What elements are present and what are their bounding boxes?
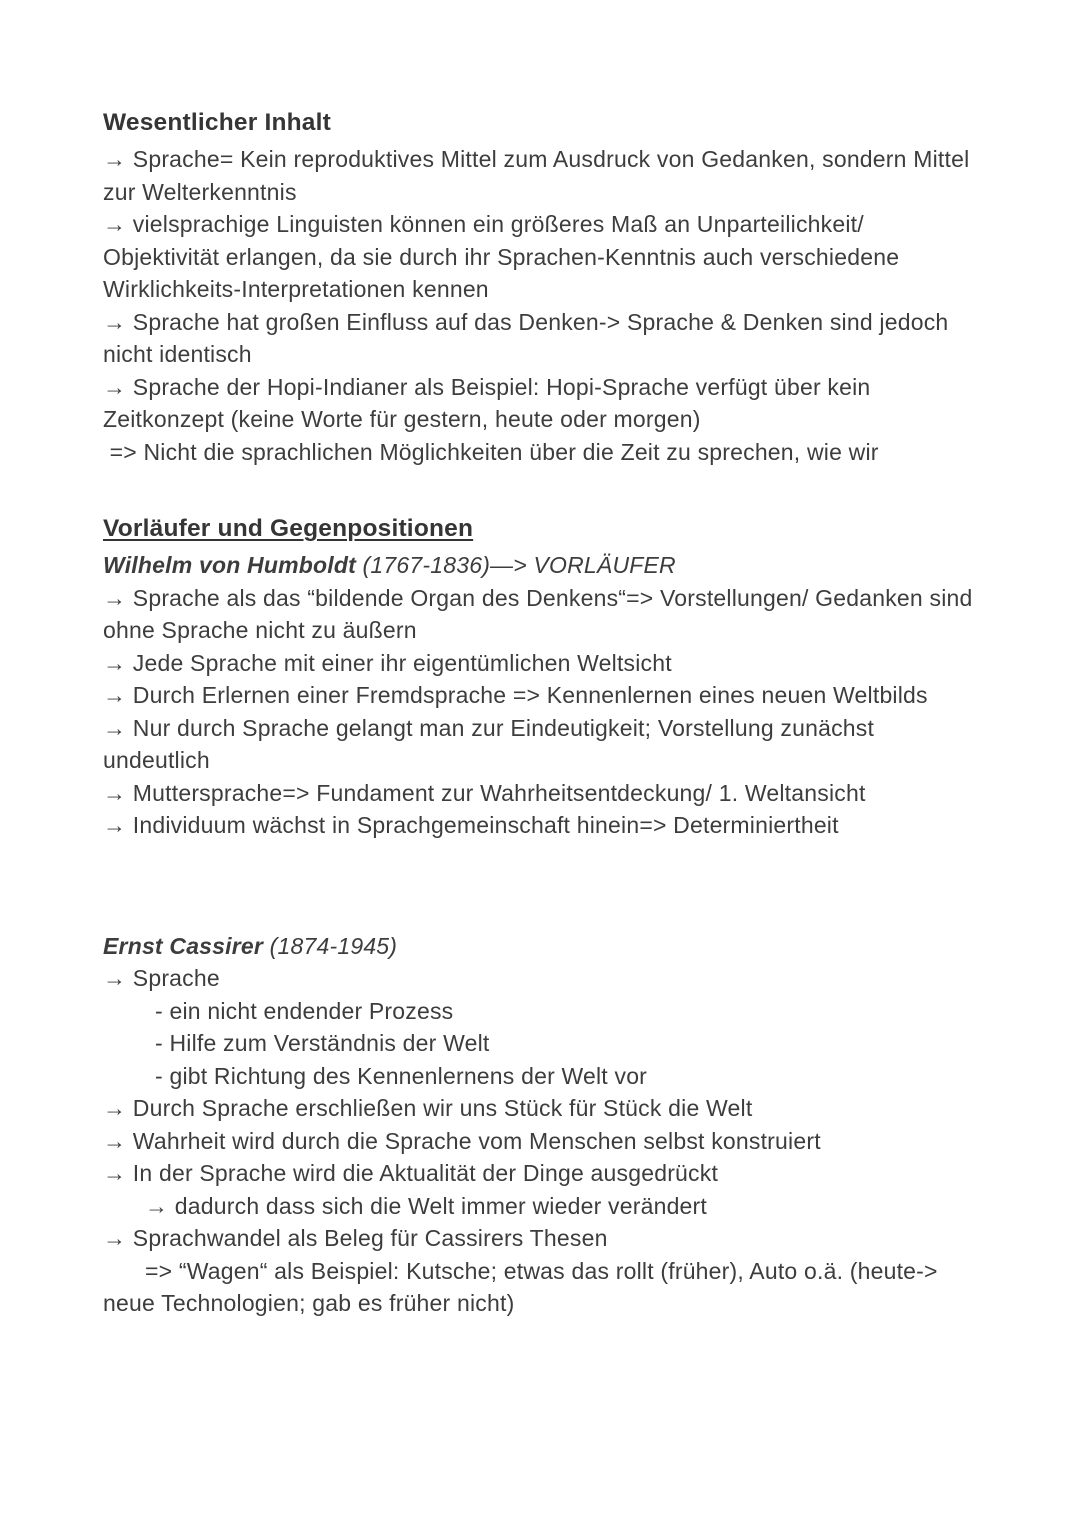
list-item: → Sprache der Hopi-Indianer als Beispiel: Hopi-Sprache verfügt über kein Zeitkonzept (keine Worte für gestern, heute oder morgen) <box>103 373 877 432</box>
list-item: → Sprache <box>103 965 220 991</box>
list-item: → Nur durch Sprache gelangt man zur Eindeutigkeit; Vorstellung zunächst undeutlich <box>103 714 881 773</box>
list-item: → Muttersprache=> Fundament zur Wahrheitsentdeckung/ 1. Weltansicht <box>103 779 866 806</box>
list-item: → vielsprachige Linguisten können ein größeres Maß an Unparteilichkeit/ Objektivität erlangen, da sie durch ihr Sprachen-Kenntnis auch verschiedene Wirklichkeits-Interpretationen kennen <box>103 211 906 302</box>
person-heading <box>103 930 980 963</box>
section-heading: Wesentlicher Inhalt <box>103 109 331 136</box>
list-subitem: - gibt Richtung des Kennenlernens der Welt vor <box>155 1062 648 1089</box>
person-name: Wilhelm von Humboldt <box>103 552 356 578</box>
list-item: → Durch Erlernen einer Fremdsprache => Kennenlernen eines neuen Weltbilds <box>103 682 928 708</box>
list-item: → Wahrheit wird durch die Sprache vom Menschen selbst konstruiert <box>103 1127 821 1154</box>
list-item: → In der Sprache wird die Aktualität der Dinge ausgedrückt <box>103 1160 719 1186</box>
section-ernst-cassirer <box>103 930 980 1320</box>
list-item: → Sprache hat großen Einfluss auf das Denken-> Sprache & Denken sind jedoch nicht identisch <box>103 308 955 367</box>
list-subitem: → dadurch dass sich die Welt immer wieder verändert <box>145 1192 707 1219</box>
section-wesentlicher-inhalt <box>103 106 980 468</box>
list-item: → Sprache= Kein reproduktives Mittel zum Ausdruck von Gedanken, sondern Mittel zur Welterkenntnis <box>103 146 976 205</box>
person-dates: (1874-1945) <box>263 932 398 959</box>
list-subitem: => “Wagen“ als Beispiel: Kutsche; etwas das rollt (früher), Auto o.ä. (heute-> neue Technologien; gab es früher nicht) <box>103 1257 945 1316</box>
section-heading: Vorläufer und Gegenpositionen <box>103 515 474 542</box>
list-item: → Sprache als das “bildende Organ des Denkens“=> Vorstellungen/ Gedanken sind ohne Sprache nicht zu äußern <box>103 584 980 643</box>
list-item: → Sprachwandel als Beleg für Cassirers Thesen <box>103 1225 608 1251</box>
list-item: => Nicht die sprachlichen Möglichkeiten über die Zeit zu sprechen, wie wir <box>103 438 879 465</box>
person-heading <box>103 549 980 582</box>
list-subitem: - Hilfe zum Verständnis der Welt <box>155 1030 490 1056</box>
person-dates: (1767-1836)—> VORLÄUFER <box>355 552 676 578</box>
list-item: → Individuum wächst in Sprachgemeinschaft hinein=> Determiniertheit <box>103 812 839 838</box>
list-item: → Durch Sprache erschließen wir uns Stück für Stück die Welt <box>103 1095 753 1121</box>
list-subitem: - ein nicht endender Prozess <box>155 997 454 1024</box>
person-name: Ernst Cassirer <box>103 932 264 959</box>
section-vorlaeufer-gegenpositionen <box>103 512 980 842</box>
list-item: → Jede Sprache mit einer ihr eigentümlichen Weltsicht <box>103 649 672 676</box>
